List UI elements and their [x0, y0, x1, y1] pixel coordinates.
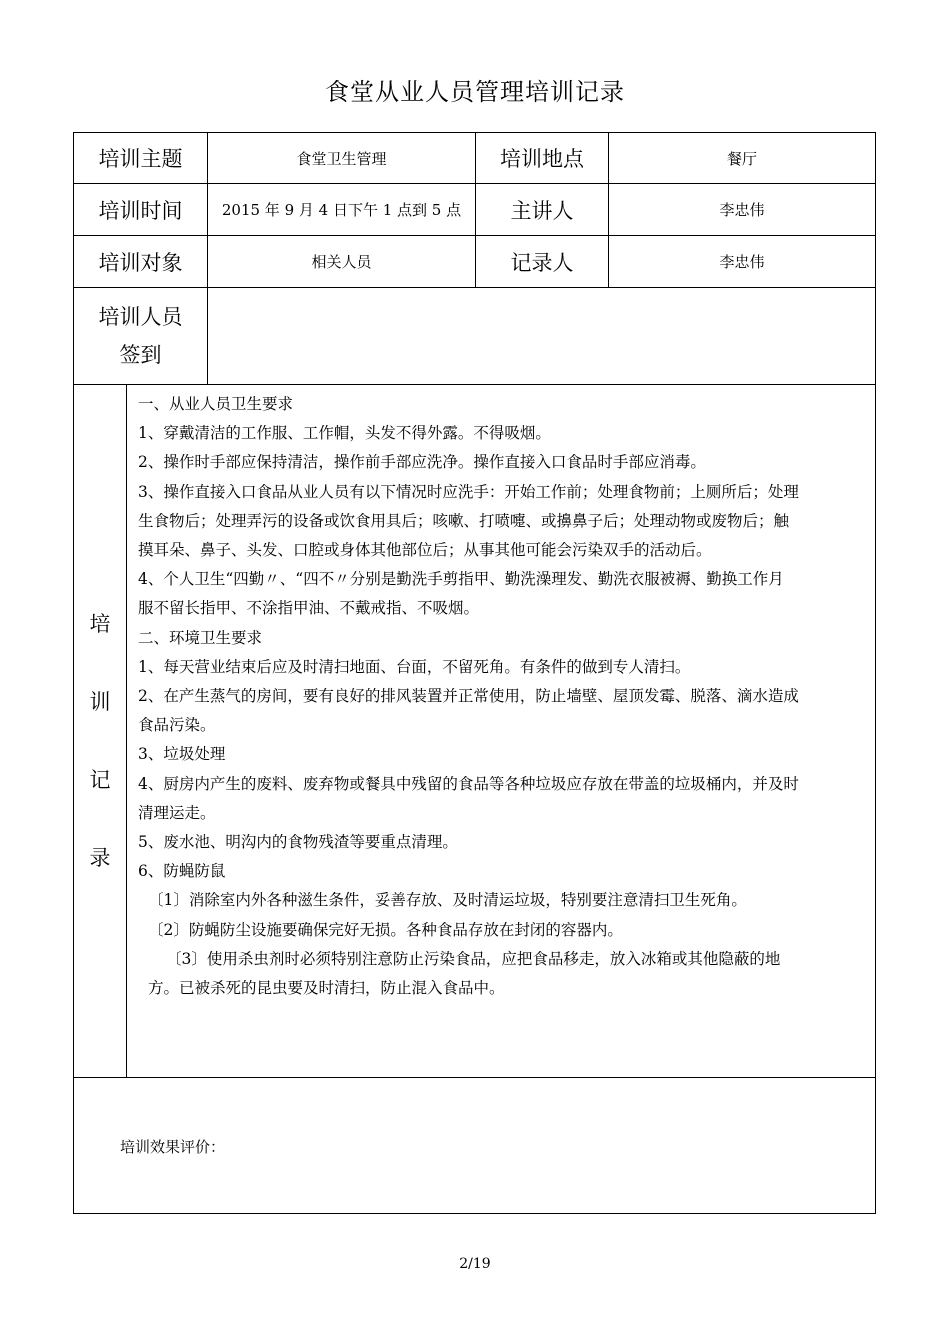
record-line: 服不留长指甲、不涂指甲油、不戴戒指、不吸烟。: [138, 599, 480, 618]
signin-label: [74, 288, 207, 384]
record-label-char: 培: [89, 612, 111, 636]
evaluation-label: 培训效果评价：: [120, 1138, 226, 1156]
recorder-label: 记录人: [510, 250, 574, 275]
signin-label-line1: 培训人员: [98, 305, 183, 329]
record-line: 〔2〕防蝇防尘设施要确保完好无损。各种食品存放在封闭的容器内。: [148, 920, 623, 939]
record-line: 〔1〕消除室内外各种滋生条件，妥善存放、及时清运垃圾，特别要注意清扫卫生死角。: [148, 891, 747, 910]
record-label-char: 记: [89, 768, 111, 792]
record-line: 二、环境卫生要求: [138, 628, 263, 647]
record-line: 6、防蝇防鼠: [138, 862, 226, 881]
record-content: [138, 390, 868, 1003]
document-title: 食堂从业人员管理培训记录: [325, 78, 625, 106]
speaker-value: 李忠伟: [719, 201, 765, 219]
record-line: 1、穿戴清洁的工作服、工作帽，头发不得外露。不得吸烟。: [138, 424, 551, 443]
signin-area: [208, 288, 875, 384]
record-label-char: 录: [89, 846, 111, 870]
record-line: 方。已被杀死的昆虫要及时清扫，防止混入食品中。: [148, 979, 505, 998]
location-label: 培训地点: [500, 147, 584, 171]
audience-value: 相关人员: [311, 253, 372, 271]
record-line: 清理运走。: [138, 803, 216, 822]
record-line: 4、个人卫生“四勤〃、“四不〃分别是勤洗手剪指甲、勤洗澡理发、勤洗衣服被褥、勤换工作月: [138, 570, 784, 589]
record-vertical-label: [74, 585, 126, 897]
record-line: 一、从业人员卫生要求: [138, 395, 294, 413]
recorder-value: 李忠伟: [719, 253, 765, 271]
page-number: 2/19: [459, 1256, 491, 1272]
audience-label: 培训对象: [98, 250, 183, 275]
record-line: 〔3〕使用杀虫剂时必须特别注意防止污染食品，应把食品移走，放入冰箱或其他隐蔽的地: [166, 949, 781, 968]
location-value: 餐厅: [726, 149, 757, 168]
time-label: 培训时间: [98, 198, 183, 223]
record-line: 摸耳朵、鼻子、头发、口腔或身体其他部位后；从事其他可能会污染双手的活动后。: [138, 541, 712, 560]
topic-value: 食堂卫生管理: [296, 149, 387, 168]
record-line: 5、废水池、明沟内的食物残渣等要重点清理。: [138, 833, 458, 852]
record-line: 2、操作时手部应保持清洁，操作前手部应洗净。操作直接入口食品时手部应消毒。: [138, 453, 706, 472]
record-line: 1、每天营业结束后应及时清扫地面、台面，不留死角。有条件的做到专人清扫。: [138, 657, 691, 676]
record-line: 2、在产生蒸气的房间，要有良好的排风装置并正常使用，防止墙壁、屋顶发霉、脱落、滴水造成: [138, 687, 799, 706]
record-line: 食品污染。: [138, 716, 216, 735]
record-label-char: 训: [89, 690, 111, 714]
record-line: 3、垃圾处理: [138, 745, 226, 764]
record-line: 生食物后；处理弄污的设备或饮食用具后；咳嗽、打喷嚏、或擤鼻子后；处理动物或废物后；触: [138, 511, 790, 530]
signin-label-line2: 签到: [119, 343, 162, 367]
topic-label: 培训主题: [98, 147, 183, 171]
record-line: 4、厨房内产生的废料、废弃物或餐具中残留的食品等各种垃圾应存放在带盖的垃圾桶内，并及时: [138, 774, 799, 793]
speaker-label: 主讲人: [510, 198, 574, 223]
record-line: 3、操作直接入口食品从业人员有以下情况时应洗手：开始工作前；处理食物前；上厕所后；处理: [138, 482, 799, 501]
time-value: 2015 年 9 月 4 日下午 1 点到 5 点: [221, 201, 462, 219]
